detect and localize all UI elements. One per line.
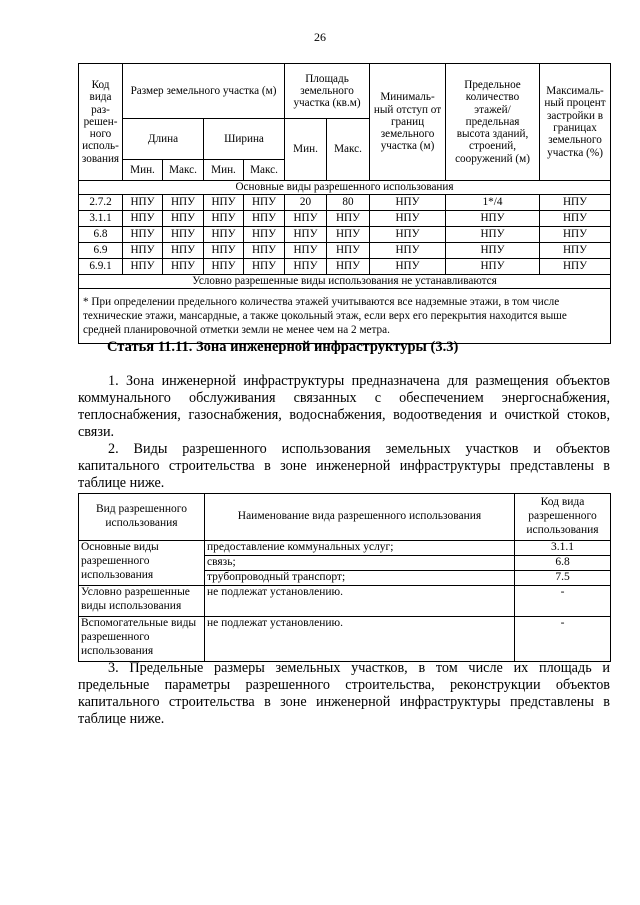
table-cell: НПУ (123, 227, 163, 243)
table-cell: НПУ (327, 259, 370, 275)
table-cell: 80 (327, 195, 370, 211)
table-cell: НПУ (370, 243, 446, 259)
page-number: 26 (314, 30, 326, 44)
table-cell: НПУ (327, 227, 370, 243)
paragraph-3: 3. Предельные размеры земельных участков, в том числе их площадь и предельные параметры разрешенного строительства, реконструкции объектов капитального строительства в зоне инженерной инфраструктуры представлены в таблице ниже. (78, 660, 610, 727)
use-name: трубопроводный транспорт; (205, 571, 515, 586)
table-cell: НПУ (204, 243, 244, 259)
header-area-max: Макс. (327, 119, 370, 181)
header-code: Код вида раз-решен-ного исполь-зования (79, 64, 123, 181)
table-cell: НПУ (204, 227, 244, 243)
header-floors: Предельное количество этажей/ предельная высота зданий, строений, сооружений (м) (446, 64, 540, 181)
table-cell: НПУ (327, 243, 370, 259)
table-cell: НПУ (244, 227, 285, 243)
table-cell: 6.9.1 (79, 259, 123, 275)
header-length-max: Макс. (163, 160, 204, 181)
table-row (79, 617, 611, 662)
table-row (79, 211, 611, 227)
table-cell: НПУ (540, 195, 611, 211)
auxiliary-types-label: Вспомогательные виды разрешенного использования (79, 617, 205, 662)
use-code: - (515, 586, 611, 617)
article-heading: Статья 11.11. Зона инженерной инфраструктуры (3.3) (107, 339, 459, 355)
use-name: не подлежат установлению. (205, 617, 515, 662)
table-row (79, 586, 611, 617)
table-cell: 6.9 (79, 243, 123, 259)
table-cell: НПУ (446, 259, 540, 275)
table-cell: 6.8 (79, 227, 123, 243)
header-coverage: Максималь-ный процент застройки в границах земельного участка (%) (540, 64, 611, 181)
main-types-label: Основные виды разрешенного использования (79, 541, 205, 586)
table-cell: НПУ (370, 227, 446, 243)
use-name: предоставление коммунальных услуг; (205, 541, 515, 556)
table-cell: НПУ (540, 259, 611, 275)
table-cell: НПУ (540, 227, 611, 243)
use-code: 7.5 (515, 571, 611, 586)
header-width-min: Мин. (204, 160, 244, 181)
table-cell: НПУ (285, 259, 327, 275)
table-cell: НПУ (204, 211, 244, 227)
paragraph-1: 1. Зона инженерной инфраструктуры предназначена для размещения объектов коммунального обслуживания связанных с обеспечением энергоснабжения, теплоснабжения, газоснабжения, водоснабжения, водоотведения и очисткой стоков, связи. (78, 373, 610, 440)
conditional-types-label: Условно разрешенные виды использования (79, 586, 205, 617)
use-code: - (515, 617, 611, 662)
header-width-max: Макс. (244, 160, 285, 181)
table-cell: 2.7.2 (79, 195, 123, 211)
table-cell: НПУ (123, 195, 163, 211)
table-cell: НПУ (123, 243, 163, 259)
table-cell: НПУ (370, 195, 446, 211)
table-cell: НПУ (370, 259, 446, 275)
table-cell: 20 (285, 195, 327, 211)
table-cell: НПУ (163, 227, 204, 243)
table-cell: НПУ (204, 259, 244, 275)
table-cell: НПУ (540, 243, 611, 259)
main-section-label: Основные виды разрешенного использования (79, 181, 611, 195)
header-width: Ширина (204, 119, 285, 160)
header-area: Площадь земельного участка (кв.м) (285, 64, 370, 119)
table-row (79, 243, 611, 259)
table-cell: НПУ (244, 195, 285, 211)
table-row (79, 541, 611, 556)
header-area-min: Мин. (285, 119, 327, 181)
table-cell: НПУ (285, 227, 327, 243)
header-type: Вид разрешенного использования (79, 494, 205, 541)
conditional-section-label: Условно разрешенные виды использования не устанавливаются (79, 275, 611, 289)
table-cell: НПУ (123, 211, 163, 227)
table-cell: НПУ (285, 243, 327, 259)
table-cell: 1*/4 (446, 195, 540, 211)
permitted-use-table (78, 493, 611, 662)
limits-table (78, 63, 611, 344)
table-cell: НПУ (540, 211, 611, 227)
table-cell: НПУ (244, 259, 285, 275)
table-cell: НПУ (204, 195, 244, 211)
table-cell: НПУ (446, 227, 540, 243)
header-length: Длина (123, 119, 204, 160)
table-cell: НПУ (446, 211, 540, 227)
table-cell: НПУ (244, 211, 285, 227)
table-row (79, 259, 611, 275)
table-cell: НПУ (327, 211, 370, 227)
use-name: не подлежат установлению. (205, 586, 515, 617)
table-cell: НПУ (163, 211, 204, 227)
table-cell: НПУ (163, 195, 204, 211)
header-name: Наименование вида разрешенного использования (205, 494, 515, 541)
use-code: 6.8 (515, 556, 611, 571)
table-cell: НПУ (244, 243, 285, 259)
table-cell: НПУ (123, 259, 163, 275)
header-size: Размер земельного участка (м) (123, 64, 285, 119)
header-length-min: Мин. (123, 160, 163, 181)
table-cell: НПУ (163, 259, 204, 275)
table-row (79, 227, 611, 243)
footnote: * При определении предельного количества этажей учитываются все надземные этажи, в том числе технические этажи, мансардные, а также цокольный этаж, если верх его перекрытия находится выше средней планировочной отметки земли не менее чем на 2 метра. (79, 289, 611, 344)
table-cell: НПУ (163, 243, 204, 259)
paragraph-2: 2. Виды разрешенного использования земельных участков и объектов капитального строительства в зоне инженерной инфраструктуры представлены в таблице ниже. (78, 441, 610, 491)
header-code: Код вида разрешенного использования (515, 494, 611, 541)
use-name: связь; (205, 556, 515, 571)
table-cell: 3.1.1 (79, 211, 123, 227)
table-cell: НПУ (446, 243, 540, 259)
header-setback: Минималь-ный отступ от границ земельного участка (м) (370, 64, 446, 181)
table-cell: НПУ (285, 211, 327, 227)
table-cell: НПУ (370, 211, 446, 227)
table-row (79, 195, 611, 211)
use-code: 3.1.1 (515, 541, 611, 556)
